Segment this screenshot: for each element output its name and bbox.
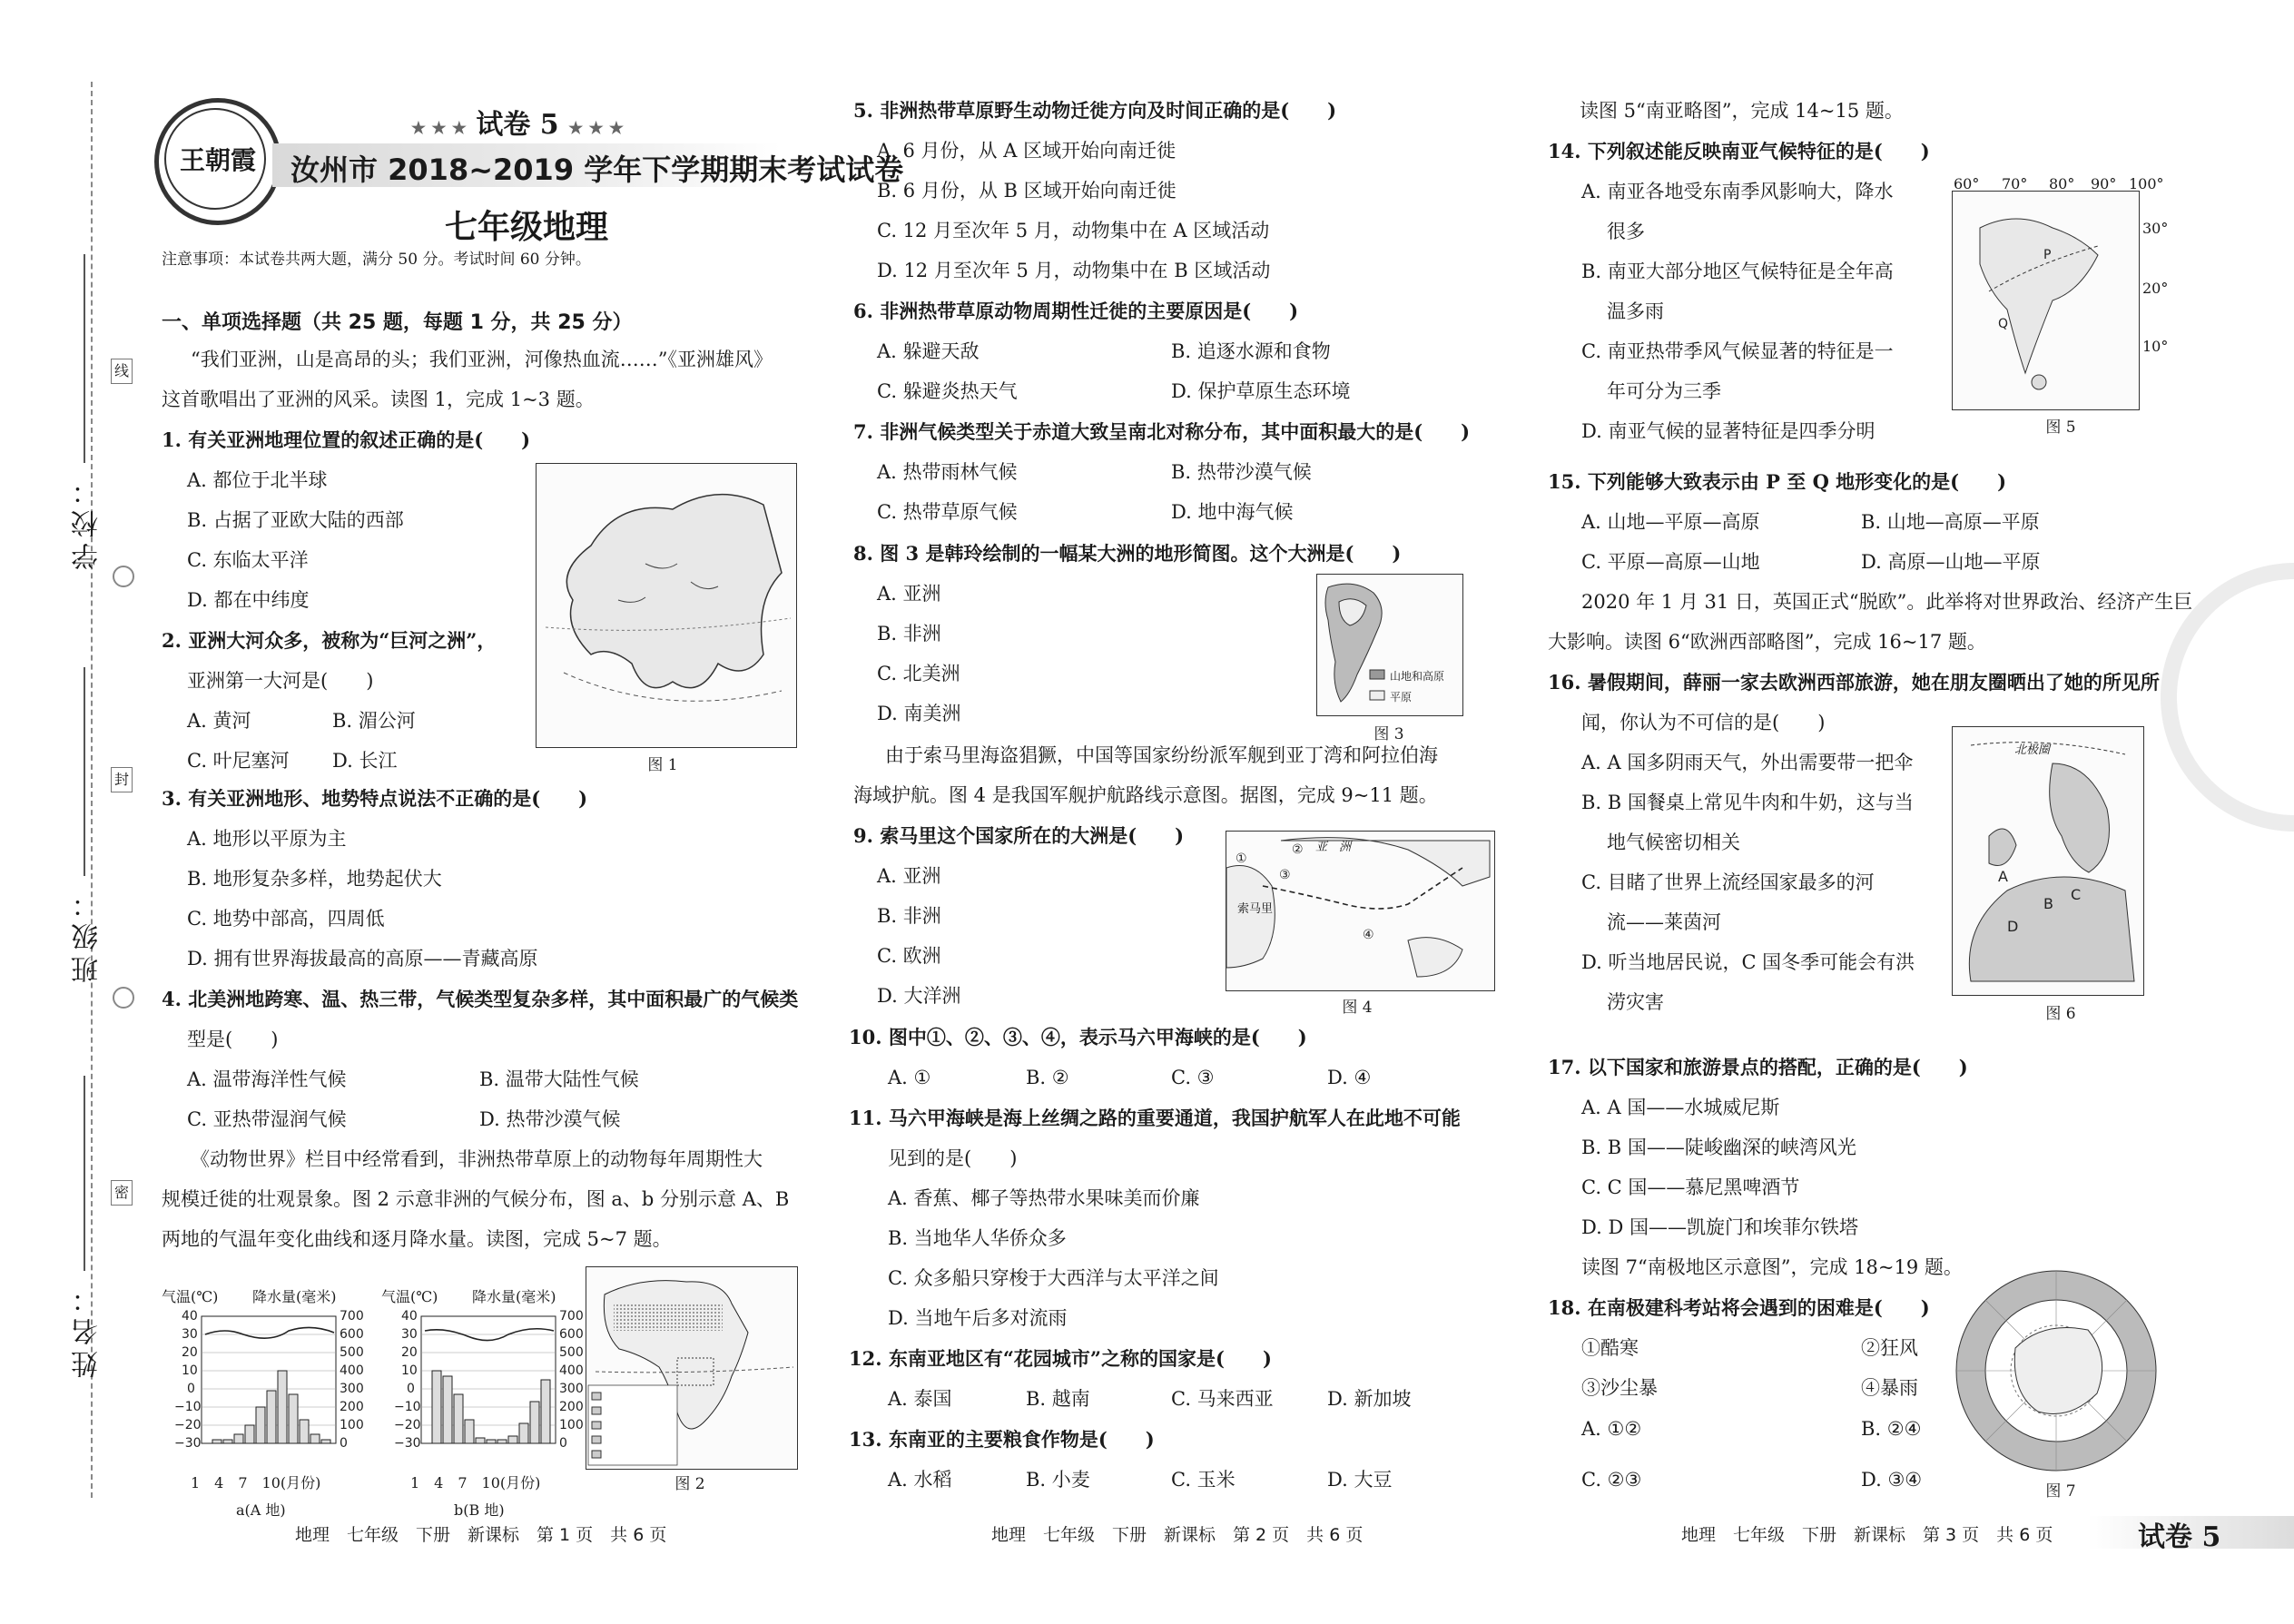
question-17: 17. 以下国家和旅游景点的搭配，正确的是( ) bbox=[1548, 1056, 1968, 1078]
option-a[interactable]: A. 亚洲 bbox=[877, 865, 941, 887]
question-9: 9. 索马里这个国家所在的大洲是( ) bbox=[853, 824, 1185, 847]
item-1: ①酷寒 bbox=[1581, 1337, 1639, 1359]
option-d[interactable]: D. 南美洲 bbox=[877, 703, 961, 724]
fig5-lon-2: 70° bbox=[2002, 175, 2028, 192]
item-3: ③沙尘暴 bbox=[1581, 1377, 1658, 1399]
option-a[interactable]: A. 地形以平原为主 bbox=[187, 828, 347, 850]
option-d[interactable]: D. 高原—山地—平原 bbox=[1861, 551, 2041, 573]
figure-7-antarctica-map bbox=[1952, 1266, 2161, 1475]
passage-text: 读图 5“南亚略图”，完成 14~15 题。 bbox=[1580, 100, 1904, 122]
map-label-asia: 亚 洲 bbox=[1315, 841, 1352, 854]
option-d[interactable]: D. 都在中纬度 bbox=[187, 589, 310, 611]
option-d[interactable]: D. ④ bbox=[1327, 1067, 1372, 1088]
school-label: 学校： bbox=[72, 472, 103, 570]
svg-text:②: ② bbox=[1292, 842, 1304, 857]
map-label-arctic-circle: 北极圈 bbox=[2014, 743, 2051, 757]
passage-text: 海域护航。图 4 是我国军舰护航路线示意图。据图，完成 9~11 题。 bbox=[853, 784, 1438, 806]
question-13: 13. 东南亚的主要粮食作物是( ) bbox=[849, 1428, 1155, 1451]
page-footer: 地理 七年级 下册 新课标 第 2 页 共 6 页 bbox=[991, 1525, 1364, 1545]
option-c[interactable]: C. 平原—高原—山地 bbox=[1581, 551, 1760, 573]
figure-2-africa-map bbox=[586, 1266, 798, 1470]
option-a[interactable]: A. A 国多阴雨天气，外出需要带一把伞 bbox=[1581, 752, 1914, 773]
axis-label: 气温(℃) bbox=[381, 1288, 438, 1305]
svg-text:700: 700 bbox=[340, 1309, 364, 1324]
question-4-cont: 型是( ) bbox=[187, 1029, 279, 1050]
passage-text: 这首歌唱出了亚洲的风采。读图 1，完成 1~3 题。 bbox=[162, 389, 595, 410]
fig5-lat-1: 30° bbox=[2142, 220, 2169, 237]
option-b[interactable]: B. 越南 bbox=[1026, 1388, 1090, 1410]
option-b[interactable]: B. 热带沙漠气候 bbox=[1171, 461, 1312, 483]
figure-4-caption: 图 4 bbox=[1342, 999, 1373, 1017]
option-c[interactable]: C. 众多船只穿梭于大西洋与太平洋之间 bbox=[888, 1267, 1219, 1289]
option-c[interactable]: C. 12 月至次年 5 月，动物集中在 A 区域活动 bbox=[877, 220, 1270, 241]
option-b[interactable]: B. 追逐水源和食物 bbox=[1171, 340, 1331, 362]
svg-text:A: A bbox=[1998, 868, 2008, 885]
svg-text:−10: −10 bbox=[394, 1400, 421, 1414]
section-heading: 一、单项选择题（共 25 题，每题 1 分，共 25 分） bbox=[162, 311, 633, 334]
option-d[interactable]: D. 大洋洲 bbox=[877, 985, 961, 1007]
option-c[interactable]: C. 马来西亚 bbox=[1171, 1388, 1274, 1410]
option-c[interactable]: C. C 国——慕尼黑啤酒节 bbox=[1581, 1176, 1800, 1198]
question-14: 14. 下列叙述能反映南亚气候特征的是( ) bbox=[1548, 140, 1930, 162]
question-15: 15. 下列能够大致表示由 P 至 Q 地形变化的是( ) bbox=[1548, 470, 2007, 493]
passage-text: 规模迁徙的壮观景象。图 2 示意非洲的气候分布，图 a、b 分别示意 A、B bbox=[162, 1188, 790, 1210]
svg-text:P: P bbox=[2043, 248, 2052, 262]
passage-text: 大影响。读图 6“欧洲西部略图”，完成 16~17 题。 bbox=[1548, 631, 1986, 653]
svg-text:−30: −30 bbox=[394, 1436, 421, 1451]
figure-2-caption: 图 2 bbox=[674, 1475, 705, 1493]
figure-5-caption: 图 5 bbox=[2045, 418, 2076, 437]
fig5-lon-4: 90° bbox=[2091, 175, 2117, 192]
legend-mountain: 山地和高原 bbox=[1390, 670, 1445, 683]
badge-row bbox=[272, 102, 763, 141]
item-4: ④暴雨 bbox=[1861, 1377, 1918, 1399]
option-a[interactable]: A. 热带雨林气候 bbox=[877, 461, 1018, 483]
svg-text:400: 400 bbox=[340, 1363, 364, 1378]
option-b-cont: 温多雨 bbox=[1607, 300, 1664, 322]
svg-text:0: 0 bbox=[407, 1382, 415, 1396]
question-8: 8. 图 3 是韩玲绘制的一幅某大洲的地形简图。这个大洲是( ) bbox=[853, 542, 1402, 565]
option-b[interactable]: B. 山地—高原—平原 bbox=[1861, 511, 2040, 533]
fig5-lon-1: 60° bbox=[1954, 175, 1980, 192]
svg-text:①: ① bbox=[1236, 851, 1247, 866]
seal-mark-2: 封 bbox=[111, 767, 133, 792]
svg-text:Q: Q bbox=[1998, 317, 2009, 331]
figure-5-south-asia-map bbox=[1952, 191, 2140, 410]
svg-text:B: B bbox=[2043, 895, 2053, 912]
option-c-cont: 流——莱茵河 bbox=[1607, 911, 1721, 933]
question-5: 5. 非洲热带草原野生动物迁徙方向及时间正确的是( ) bbox=[853, 99, 1337, 122]
passage-text: 2020 年 1 月 31 日，英国正式“脱欧”。此举将对世界政治、经济产生巨 bbox=[1581, 591, 2193, 613]
item-2: ②狂风 bbox=[1861, 1337, 1918, 1359]
axis-label: 降水量(毫米) bbox=[252, 1288, 337, 1305]
option-d[interactable]: D. 当地午后多对流雨 bbox=[888, 1307, 1068, 1329]
question-10: 10. 图中①、②、③、④，表示马六甲海峡的是( ) bbox=[849, 1026, 1307, 1048]
svg-text:③: ③ bbox=[1279, 868, 1291, 882]
question-16: 16. 暑假期间，薛丽一家去欧洲西部旅游，她在朋友圈晒出了她的所见所 bbox=[1548, 671, 2160, 694]
question-4: 4. 北美洲地跨寒、温、热三带，气候类型复杂多样，其中面积最广的气候类 bbox=[162, 988, 799, 1010]
option-a[interactable]: A. ① bbox=[888, 1067, 931, 1088]
footer-badge: 试卷 5 bbox=[2138, 1521, 2221, 1553]
binding-hole-icon bbox=[113, 566, 134, 587]
svg-text:−10: −10 bbox=[174, 1400, 202, 1414]
seal-mark-1: 线 bbox=[111, 359, 133, 384]
option-c[interactable]: C. 叶尼塞河 bbox=[187, 750, 290, 772]
class-label: 班级： bbox=[72, 885, 103, 983]
question-6: 6. 非洲热带草原动物周期性迁徙的主要原因是( ) bbox=[853, 300, 1299, 322]
exam-title: 汝州市 2018~2019 学年下学期期末考试试卷 bbox=[290, 153, 904, 187]
question-11: 11. 马六甲海峡是海上丝绸之路的重要通道，我国护航军人在此地不可能 bbox=[849, 1107, 1461, 1129]
chart-b-caption: b(B 地) bbox=[454, 1501, 505, 1519]
figure-6-western-europe-map bbox=[1952, 726, 2144, 996]
option-d[interactable]: D. 大豆 bbox=[1327, 1469, 1393, 1491]
option-c[interactable]: C. ②③ bbox=[1581, 1469, 1642, 1491]
svg-text:600: 600 bbox=[559, 1327, 584, 1342]
legend-plain: 平原 bbox=[1390, 691, 1413, 704]
option-b[interactable]: B. 6 月份，从 B 区域开始向南迁徙 bbox=[877, 180, 1177, 202]
figure-1-caption: 图 1 bbox=[647, 756, 678, 774]
svg-text:600: 600 bbox=[340, 1327, 364, 1342]
figure-3-continent-sketch bbox=[1316, 574, 1463, 716]
page-footer: 地理 七年级 下册 新课标 第 3 页 共 6 页 bbox=[1681, 1525, 2053, 1545]
star-icon: ★ ★ ★ bbox=[410, 119, 467, 138]
option-c-cont: 年可分为三季 bbox=[1607, 380, 1721, 402]
option-d[interactable]: D. 南亚气候的显著特征是四季分明 bbox=[1581, 420, 1876, 442]
option-d[interactable]: D. 长江 bbox=[332, 750, 398, 772]
fig5-lat-2: 20° bbox=[2142, 280, 2169, 297]
option-c[interactable]: C. 玉米 bbox=[1171, 1469, 1236, 1491]
chart-a-caption: a(A 地) bbox=[236, 1501, 286, 1519]
axis-label: 1 4 7 10(月份) bbox=[410, 1474, 541, 1491]
question-16-cont: 闻，你认为不可信的是( ) bbox=[1581, 712, 1826, 733]
option-d[interactable]: D. D 国——凯旋门和埃菲尔铁塔 bbox=[1581, 1216, 1858, 1238]
svg-text:300: 300 bbox=[340, 1382, 364, 1396]
option-a[interactable]: A. 6 月份，从 A 区域开始向南迁徙 bbox=[877, 140, 1177, 162]
option-a[interactable]: A. 山地—平原—高原 bbox=[1581, 511, 1760, 533]
svg-text:200: 200 bbox=[559, 1400, 584, 1414]
brand-logo-icon bbox=[154, 98, 281, 225]
question-2-cont: 亚洲第一大河是( ) bbox=[187, 670, 374, 692]
option-b[interactable]: B. 温带大陆性气候 bbox=[479, 1068, 639, 1090]
option-c[interactable]: C. 南亚热带季风气候显著的特征是一 bbox=[1581, 340, 1894, 362]
option-d[interactable]: D. 听当地居民说，C 国冬季可能会有洪 bbox=[1581, 951, 1915, 973]
passage-text: 读图 7“南极地区示意图”，完成 18~19 题。 bbox=[1581, 1256, 1963, 1278]
figure-4-escort-route-map bbox=[1226, 831, 1495, 991]
question-1: 1. 有关亚洲地理位置的叙述正确的是( ) bbox=[162, 428, 531, 451]
svg-text:700: 700 bbox=[559, 1309, 584, 1324]
option-a[interactable]: A. 水稻 bbox=[888, 1469, 952, 1491]
option-b[interactable]: B. 南亚大部分地区气候特征是全年高 bbox=[1581, 261, 1894, 282]
svg-text:0: 0 bbox=[559, 1436, 567, 1451]
option-a[interactable]: A. 泰国 bbox=[888, 1388, 952, 1410]
option-a[interactable]: A. 南亚各地受东南季风影响大，降水 bbox=[1581, 181, 1894, 202]
option-b[interactable]: B. 湄公河 bbox=[332, 710, 416, 732]
option-c[interactable]: C. 欧洲 bbox=[877, 945, 941, 967]
name-label: 姓名： bbox=[72, 1280, 103, 1378]
option-d[interactable]: D. 热带沙漠气候 bbox=[479, 1108, 621, 1130]
option-d[interactable]: D. 新加坡 bbox=[1327, 1388, 1412, 1410]
option-b[interactable]: B. 地形复杂多样，地势起伏大 bbox=[187, 868, 442, 890]
option-b-cont: 地气候密切相关 bbox=[1607, 832, 1740, 853]
option-a[interactable]: A. 亚洲 bbox=[877, 583, 941, 605]
star-icon: ★ ★ ★ bbox=[568, 119, 625, 138]
option-d[interactable]: D. 12 月至次年 5 月，动物集中在 B 区域活动 bbox=[877, 260, 1271, 281]
svg-text:④: ④ bbox=[1363, 928, 1374, 942]
svg-text:10: 10 bbox=[401, 1363, 418, 1378]
option-c[interactable]: C. 目睹了世界上流经国家最多的河 bbox=[1581, 871, 1875, 893]
figure-3-caption: 图 3 bbox=[1373, 725, 1404, 743]
option-c[interactable]: C. ③ bbox=[1171, 1067, 1215, 1088]
map-label-somalia: 索马里 bbox=[1237, 902, 1274, 916]
subject-title: 七年级地理 bbox=[445, 209, 609, 246]
name-field[interactable] bbox=[84, 1076, 85, 1271]
svg-text:10: 10 bbox=[182, 1363, 198, 1378]
option-b[interactable]: B. ②④ bbox=[1861, 1418, 1922, 1440]
svg-text:500: 500 bbox=[559, 1345, 584, 1360]
page-footer: 地理 七年级 下册 新课标 第 1 页 共 6 页 bbox=[295, 1525, 667, 1545]
svg-text:0: 0 bbox=[340, 1436, 348, 1451]
svg-text:−30: −30 bbox=[174, 1436, 202, 1451]
svg-text:400: 400 bbox=[559, 1363, 584, 1378]
svg-text:−20: −20 bbox=[394, 1418, 421, 1432]
option-a[interactable]: A. 躲避天敌 bbox=[877, 340, 980, 362]
svg-text:500: 500 bbox=[340, 1345, 364, 1360]
svg-text:100: 100 bbox=[340, 1418, 364, 1432]
option-c[interactable]: C. 地势中部高，四周低 bbox=[187, 908, 385, 930]
option-a[interactable]: A. 都位于北半球 bbox=[187, 469, 328, 491]
option-b[interactable]: B. B 国——陡峻幽深的峡湾风光 bbox=[1581, 1137, 1856, 1158]
passage-text: 由于索马里海盗猖獗，中国等国家纷纷派军舰到亚丁湾和阿拉伯海 bbox=[885, 744, 1438, 766]
option-c[interactable]: C. 躲避炎热天气 bbox=[877, 380, 1018, 402]
exam-badge: 试卷 5 bbox=[476, 109, 559, 141]
passage-text: 《动物世界》栏目中经常看到，非洲热带草原上的动物每年周期性大 bbox=[191, 1148, 763, 1170]
option-b[interactable]: B. 占据了亚欧大陆的西部 bbox=[187, 509, 404, 531]
option-d[interactable]: D. 拥有世界海拔最高的高原——青藏高原 bbox=[187, 948, 538, 969]
svg-text:D: D bbox=[2007, 918, 2019, 935]
option-d[interactable]: D. 保护草原生态环境 bbox=[1171, 380, 1351, 402]
svg-text:20: 20 bbox=[182, 1345, 198, 1360]
fig5-lon-5: 100° bbox=[2129, 175, 2164, 192]
question-7: 7. 非洲气候类型关于赤道大致呈南北对称分布，其中面积最大的是( ) bbox=[853, 420, 1471, 443]
passage-text: 两地的气温年变化曲线和逐月降水量。读图，完成 5~7 题。 bbox=[162, 1228, 672, 1250]
passage-text: “我们亚洲，山是高昂的头；我们亚洲，河像热血流……”《亚洲雄风》 bbox=[191, 349, 773, 370]
option-a[interactable]: A. ①② bbox=[1581, 1418, 1642, 1440]
svg-text:30: 30 bbox=[182, 1327, 198, 1342]
option-c[interactable]: C. 亚热带湿润气候 bbox=[187, 1108, 347, 1130]
option-b[interactable]: B. B 国餐桌上常见牛肉和牛奶，这与当 bbox=[1581, 792, 1914, 813]
option-b[interactable]: B. ② bbox=[1026, 1067, 1069, 1088]
school-field[interactable] bbox=[84, 254, 85, 463]
axis-label: 气温(℃) bbox=[162, 1288, 219, 1305]
option-a[interactable]: A. 温带海洋性气候 bbox=[187, 1068, 347, 1090]
option-d-cont: 涝灾害 bbox=[1607, 991, 1664, 1013]
option-b[interactable]: B. 非洲 bbox=[877, 905, 941, 927]
svg-text:300: 300 bbox=[559, 1382, 584, 1396]
option-a[interactable]: A. 香蕉、椰子等热带水果味美而价廉 bbox=[888, 1187, 1200, 1209]
question-12: 12. 东南亚地区有“花园城市”之称的国家是( ) bbox=[849, 1347, 1272, 1370]
svg-text:0: 0 bbox=[187, 1382, 195, 1396]
figure-1-asia-map bbox=[536, 463, 797, 748]
question-11-cont: 见到的是( ) bbox=[888, 1147, 1018, 1169]
option-b[interactable]: B. 非洲 bbox=[877, 623, 941, 645]
option-a[interactable]: A. 黄河 bbox=[187, 710, 251, 732]
svg-text:−20: −20 bbox=[174, 1418, 202, 1432]
class-field[interactable] bbox=[84, 667, 85, 876]
fig5-lon-3: 80° bbox=[2049, 175, 2075, 192]
svg-text:100: 100 bbox=[559, 1418, 584, 1432]
fig5-lat-3: 10° bbox=[2142, 338, 2169, 355]
svg-text:40: 40 bbox=[182, 1309, 198, 1324]
seal-mark-3: 密 bbox=[111, 1180, 133, 1206]
option-d[interactable]: D. ③④ bbox=[1861, 1469, 1923, 1491]
svg-text:200: 200 bbox=[340, 1400, 364, 1414]
figure-7-caption: 图 7 bbox=[2045, 1482, 2076, 1501]
option-c[interactable]: C. 东临太平洋 bbox=[187, 549, 309, 571]
question-18: 18. 在南极建科考站将会遇到的困难是( ) bbox=[1548, 1296, 1930, 1319]
binding-hole-icon bbox=[113, 987, 134, 1009]
option-c[interactable]: C. 北美洲 bbox=[877, 663, 960, 684]
question-2: 2. 亚洲大河众多，被称为“巨河之洲”， bbox=[162, 629, 497, 652]
svg-text:30: 30 bbox=[401, 1327, 418, 1342]
svg-text:40: 40 bbox=[401, 1309, 418, 1324]
option-d[interactable]: D. 地中海气候 bbox=[1171, 501, 1294, 523]
axis-label: 降水量(毫米) bbox=[472, 1288, 556, 1305]
option-c[interactable]: C. 热带草原气候 bbox=[877, 501, 1018, 523]
notice: 注意事项：本试卷共两大题，满分 50 分。考试时间 60 分钟。 bbox=[162, 251, 591, 269]
option-a-cont: 很多 bbox=[1607, 221, 1645, 242]
svg-text:C: C bbox=[2071, 886, 2082, 903]
axis-label: 1 4 7 10(月份) bbox=[191, 1474, 321, 1491]
option-b[interactable]: B. 小麦 bbox=[1026, 1469, 1090, 1491]
brand-name: 王朝霞 bbox=[179, 145, 256, 175]
option-a[interactable]: A. A 国——水城威尼斯 bbox=[1581, 1097, 1780, 1118]
question-3: 3. 有关亚洲地形、地势特点说法不正确的是( ) bbox=[162, 787, 588, 810]
option-b[interactable]: B. 当地华人华侨众多 bbox=[888, 1227, 1067, 1249]
svg-text:20: 20 bbox=[401, 1345, 418, 1360]
figure-6-caption: 图 6 bbox=[2045, 1005, 2076, 1023]
